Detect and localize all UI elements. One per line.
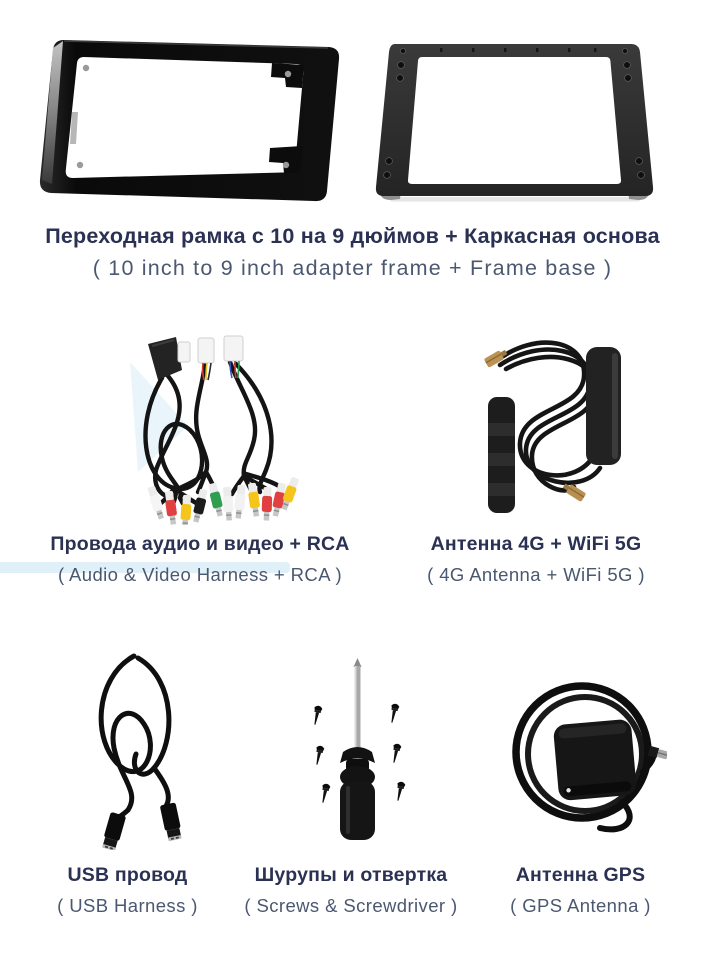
usb-title-en: ( USB Harness ) xyxy=(57,895,198,916)
adapter-frame-image xyxy=(28,32,346,202)
screws-title-en: ( Screws & Screwdriver ) xyxy=(244,895,458,916)
usb-plug xyxy=(160,802,183,841)
gps-title-en: ( GPS Antenna ) xyxy=(510,895,651,916)
rca-harness-image xyxy=(126,330,312,525)
usb-caption xyxy=(30,864,225,918)
screws-title-ru: Шурупы и отвертка xyxy=(254,864,448,886)
gps-puck xyxy=(553,719,637,802)
usb-harness-image xyxy=(72,650,212,850)
usb-plug xyxy=(101,812,126,850)
screws-caption xyxy=(226,864,476,918)
usb-title-ru: USB провод xyxy=(67,864,188,886)
screws-screwdriver-image xyxy=(298,658,418,843)
adapter-frame-title-en: ( 10 inch to 9 inch adapter frame + Frame base ) xyxy=(92,256,613,280)
gps-title-ru: Антенна GPS xyxy=(515,864,646,886)
gold-sma-connector xyxy=(484,348,509,368)
4g-wifi-antenna-image xyxy=(482,335,632,520)
harness-title-ru: Провода аудио и видео + RCA xyxy=(50,533,350,555)
gps-caption xyxy=(478,864,683,918)
antenna4g-caption xyxy=(398,533,674,587)
frame-base-image xyxy=(372,40,657,205)
adapter-frame-title-ru: Переходная рамка с 10 на 9 дюймов + Каркасная основа xyxy=(45,224,660,248)
gps-antenna-image xyxy=(502,662,667,842)
antenna4g-title-ru: Антенна 4G + WiFi 5G xyxy=(430,533,642,555)
adapter-frame-caption xyxy=(0,224,705,281)
harness-title-en: ( Audio & Video Harness + RCA ) xyxy=(57,564,343,585)
harness-caption xyxy=(15,533,385,587)
antenna4g-title-en: ( 4G Antenna + WiFi 5G ) xyxy=(427,564,645,585)
